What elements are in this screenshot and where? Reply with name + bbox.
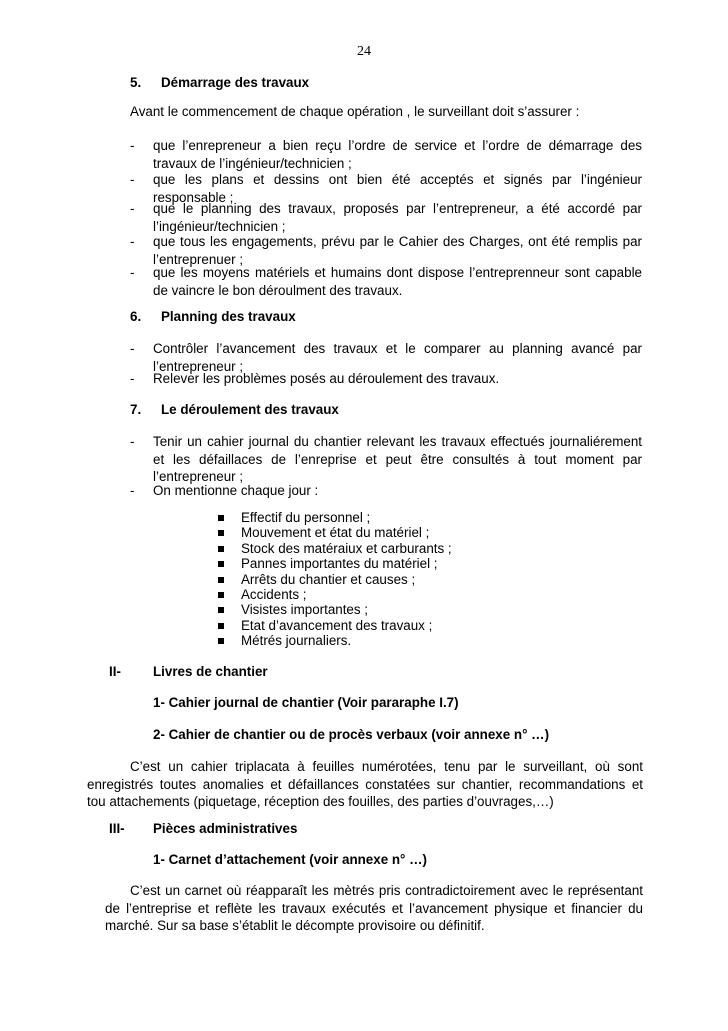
list-item-line: que le planning des travaux, proposés par l’entrepreneur, a été accordé par — [153, 201, 642, 216]
section-III-sub-1: 1- Carnet d’attachement (voir annexe n° …) — [153, 852, 427, 867]
section-5-number: 5. — [130, 75, 142, 90]
list-item-line: de vaincre le bon déroulment des travaux. — [153, 282, 403, 298]
section-III-title: Pièces administratives — [153, 821, 298, 836]
list-item-line: On mentionne chaque jour : — [153, 483, 319, 498]
page-number: 24 — [357, 44, 371, 59]
list-item — [153, 433, 642, 486]
list-dash: - — [130, 434, 135, 449]
list-item-line: que les moyens matériels et humains dont dispose l’entreprenneur sont capable — [153, 265, 642, 280]
bullet-text: Pannes importantes du matériel ; — [241, 556, 438, 572]
paragraph-line: C’est un cahier triplacata à feuilles numérotées, tenu par le surveillant, où sont — [130, 759, 643, 774]
square-bullet-icon — [218, 546, 224, 552]
list-dash: - — [130, 201, 135, 216]
list-dash: - — [130, 234, 135, 249]
section-6-heading — [130, 308, 296, 326]
list-item-line: l’entrepreneur ; — [153, 358, 244, 374]
square-bullet-icon — [218, 577, 224, 583]
bullet-text: Métrés journaliers. — [241, 633, 352, 649]
list-item-line: responsable ; — [153, 189, 234, 205]
square-bullet-icon — [218, 592, 224, 598]
section-II-sub-2: 2- Cahier de chantier ou de procès verbaux (voir annexe n° …) — [153, 727, 550, 742]
section-5-heading — [130, 74, 309, 92]
square-bullet-icon — [218, 561, 224, 567]
bullet-text: Etat d’avancement des travaux ; — [241, 617, 433, 633]
list-item — [153, 264, 642, 299]
section-5-intro: Avant le commencement de chaque opération , le surveillant doit s’assurer : — [130, 104, 580, 119]
list-item — [153, 137, 642, 172]
list-item-line: que tous les engagements, prévu par le Cahier des Charges, ont été remplis par — [153, 234, 642, 249]
list-item — [153, 482, 642, 500]
section-6-title: Planning des travaux — [161, 309, 296, 324]
list-dash: - — [130, 341, 135, 356]
list-item — [153, 233, 642, 268]
list-item-line: l’entreprenuer ; — [153, 251, 244, 267]
list-item-line: l’entrepreneur ; — [153, 469, 244, 484]
square-bullet-icon — [218, 607, 224, 613]
list-item — [153, 370, 642, 388]
paragraph-line: marché. Sur sa base s’établit le décompte provisoire ou définitif. — [105, 918, 485, 933]
section-5-title: Démarrage des travaux — [161, 75, 310, 90]
list-dash: - — [130, 483, 135, 498]
bullet-text: Mouvement et état du matériel ; — [241, 525, 430, 541]
section-II-heading — [109, 663, 121, 681]
paragraph-line: de l’entreprise et reflète les travaux exécutés et l’avancement physique et financier du — [105, 900, 643, 916]
list-dash: - — [130, 265, 135, 280]
section-III-paragraph — [105, 882, 643, 935]
bullet-text: Accidents ; — [241, 586, 307, 602]
bullet-text: Visistes importantes ; — [241, 602, 369, 618]
list-dash: - — [130, 138, 135, 153]
section-II-sub-1: 1- Cahier journal de chantier (Voir pararaphe I.7) — [153, 695, 459, 710]
paragraph-line: enregistrés toutes anomalies et défaillances constatées sur chantier, recommandations et — [87, 776, 643, 792]
list-item-line: Relever les problèmes posés au déroulement des travaux. — [153, 371, 500, 386]
square-bullet-icon — [218, 638, 224, 644]
section-6-number: 6. — [130, 309, 142, 324]
paragraph-line: C’est un carnet où réapparaît les mètrés pris contradictoirement avec le représentant — [130, 883, 643, 898]
list-item-line: que les plans et dessins ont bien été acceptés et signés par l’ingénieur — [153, 172, 642, 187]
square-bullet-icon — [218, 515, 224, 521]
square-bullet-icon — [218, 530, 224, 536]
list-dash: - — [130, 172, 135, 187]
section-III-heading — [109, 820, 125, 838]
section-7-heading — [130, 401, 339, 419]
section-II-number: II- — [109, 664, 121, 679]
list-item-line: l’ingénieur/technicien ; — [153, 218, 286, 234]
list-item-line: Contrôler l’avancement des travaux et le comparer au planning avancé par — [153, 341, 642, 356]
section-II-title: Livres de chantier — [153, 664, 268, 679]
bullet-text: Arrêts du chantier et causes ; — [241, 571, 416, 587]
list-dash: - — [130, 371, 135, 386]
list-item-line: travaux de l’ingénieur/technicien ; — [153, 155, 352, 171]
section-7-title: Le déroulement des travaux — [161, 402, 339, 417]
list-item — [153, 200, 642, 235]
list-item-line: que l’enrepreneur a bien reçu l’ordre de service et l’ordre de démarrage des — [153, 138, 642, 153]
square-bullet-icon — [218, 623, 224, 629]
section-III-number: III- — [109, 821, 125, 836]
list-item-line: Tenir un cahier journal du chantier relevant les travaux effectués journaliérement — [153, 434, 642, 449]
section-7-number: 7. — [130, 402, 142, 417]
section-II-paragraph — [87, 758, 643, 811]
bullet-text: Stock des matéraiux et carburants ; — [241, 540, 452, 556]
list-item-line: et les défaillaces de l’enreprise et peut être consultés à tout moment par — [153, 451, 642, 467]
bullet-text: Effectif du personnel ; — [241, 510, 371, 525]
paragraph-line: tou attachements (piquetage, réception des fouilles, des parties d’ouvrages,…) — [87, 794, 554, 809]
